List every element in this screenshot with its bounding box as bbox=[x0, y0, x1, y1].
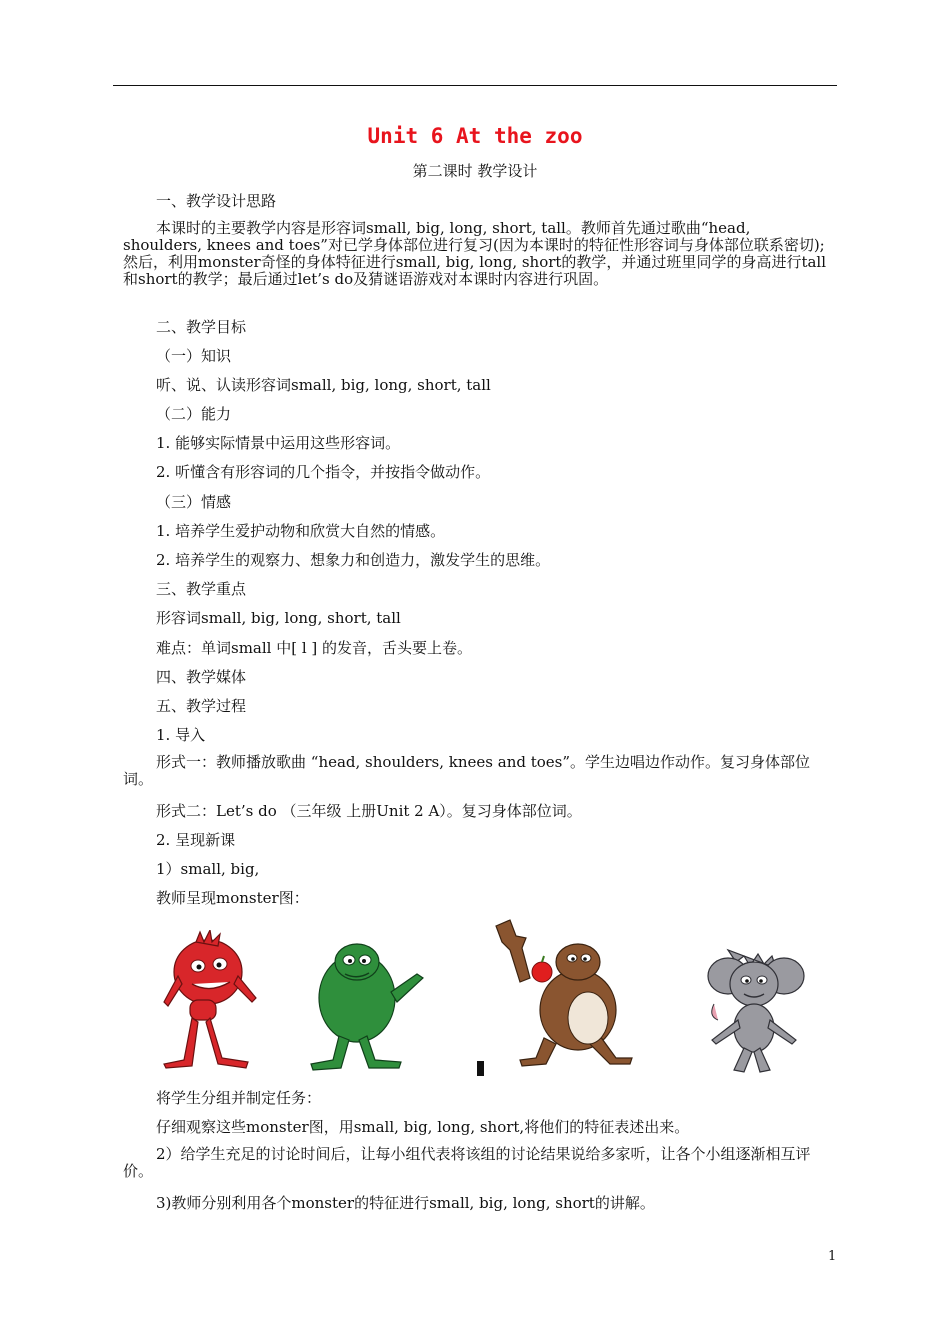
text-line: 形式二：Let’s do （三年级 上册Unit 2 A）。复习身体部位词。 bbox=[156, 802, 582, 820]
sub-heading: （一）知识 bbox=[156, 347, 232, 365]
text-line: 教师呈现monster图： bbox=[156, 889, 309, 907]
text-line: 2. 培养学生的观察力、想象力和创造力，激发学生的思维。 bbox=[156, 551, 551, 569]
text-line: 1. 导入 bbox=[156, 726, 206, 744]
header-rule bbox=[113, 85, 837, 86]
page-number: 1 bbox=[828, 1249, 837, 1264]
text-line: 1. 培养学生爱护动物和欣赏大自然的情感。 bbox=[156, 522, 446, 540]
page-subtitle: 第二课时 教学设计 bbox=[412, 162, 538, 180]
text-line: 听、说、认读形容词small, big, long, short, tall bbox=[156, 376, 491, 394]
discussion-paragraph: 2）给学生充足的讨论时间后，让每小组代表将该组的讨论结果说给多家听，让各个小组逐渐相互评价。 bbox=[123, 1145, 811, 1180]
section-heading: 四、教学媒体 bbox=[156, 668, 247, 686]
text-line: 2. 呈现新课 bbox=[156, 831, 236, 849]
text-line: 1）small, big, bbox=[156, 860, 260, 878]
section-heading: 五、教学过程 bbox=[156, 697, 247, 715]
sub-heading: （三）情感 bbox=[156, 493, 232, 511]
text-line: 仔细观察这些monster图，用small, big, long, short,将他们的特征表述出来。 bbox=[156, 1118, 690, 1136]
red-monster-image bbox=[152, 930, 264, 1072]
page-title: Unit 6 At the zoo bbox=[367, 124, 583, 148]
text-line: 将学生分组并制定任务： bbox=[156, 1089, 322, 1107]
text-cursor bbox=[477, 1061, 484, 1076]
form-one-paragraph: 形式一：教师播放歌曲 “head, shoulders, knees and toes”。学生边唱边作动作。复习身体部位词。 bbox=[123, 753, 811, 788]
text-line: 2. 听懂含有形容词的几个指令，并按指令做动作。 bbox=[156, 463, 491, 481]
sub-heading: （二）能力 bbox=[156, 405, 232, 423]
intro-paragraph: 本课时的主要教学内容是形容词small, big, long, short, tall。教师首先通过歌曲“head, shoulders, knees and toes”对已学身体部位进行复习(因为本课时的特征性形容词与身体部位联系密切);然后，利用monster奇怪的身体特征进行small, big, long, short的教学，并通过班里同学的身高进行tall和short的教学；最后通过let’s do及猜谜语游戏对本课时内容进行巩固。 bbox=[123, 219, 827, 288]
section-heading: 二、教学目标 bbox=[156, 318, 247, 336]
grey-monster-image bbox=[698, 944, 808, 1076]
text-line: 3)教师分别利用各个monster的特征进行small, big, long, short的讲解。 bbox=[156, 1194, 655, 1212]
text-line: 难点：单词small 中[ l ] 的发音，舌头要上卷。 bbox=[156, 639, 473, 657]
section-heading: 一、教学设计思路 bbox=[156, 192, 277, 210]
text-line: 1. 能够实际情景中运用这些形容词。 bbox=[156, 434, 401, 452]
green-monster-image bbox=[305, 940, 430, 1072]
text-line: 形容词small, big, long, short, tall bbox=[156, 609, 401, 627]
section-heading: 三、教学重点 bbox=[156, 580, 247, 598]
brown-monster-image bbox=[486, 918, 636, 1070]
